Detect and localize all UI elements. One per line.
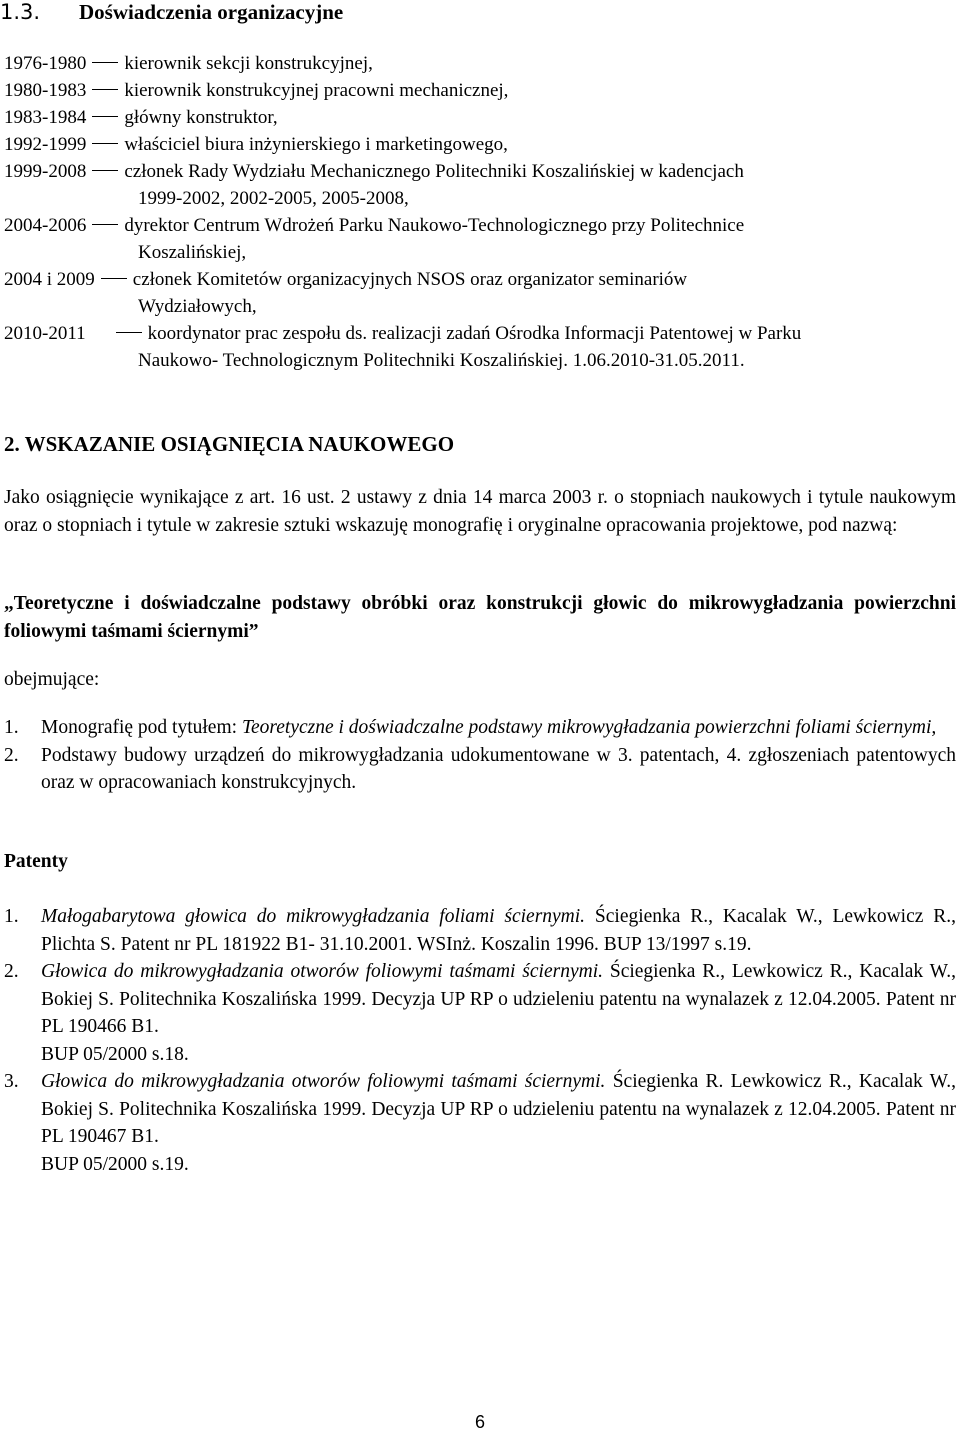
achievement-title: „Teoretyczne i doświadczalne podstawy obróbki oraz konstrukcji głowic do mikrowygładzania powierzchni foliowymi taśmami ściernymi” xyxy=(4,593,956,642)
experience-years: 1999-2008 xyxy=(4,161,87,182)
patent-details: Ściegienka R., Kacalak W., Lewkowicz R., Plichta S. Patent nr PL 181922 B1- 31.10.2001. WSInż. Koszalin 1996. BUP 13/1997 s.19. xyxy=(41,906,956,955)
section-number: 1.3. xyxy=(0,0,41,24)
patent-item xyxy=(4,958,956,1068)
experience-continuation: Koszalińskiej, xyxy=(138,242,247,263)
experience-years: 1983-1984 xyxy=(4,107,87,128)
list-item-lead: Podstawy budowy urządzeń do mikrowygładzania udokumentowane w 3. patentach, 4. zgłoszeniach patentowych oraz w opracowaniach konstrukcyjnych. xyxy=(41,744,956,793)
achievement-intro: Jako osiągnięcie wynikające z art. 16 ust. 2 ustawy z dnia 14 marca 2003 r. o stopniach naukowych i tytule naukowym oraz o stopniach i tytule w zakresie sztuki wskazuję monografię i oryginalne opracowania projektowe, pod nazwą: xyxy=(4,487,956,536)
experience-years: 2004-2006 xyxy=(4,215,87,236)
list-item-lead: Monografię pod tytułem: xyxy=(41,717,242,738)
dash xyxy=(92,89,118,90)
dash xyxy=(101,278,127,279)
dash xyxy=(116,332,142,333)
patent-number: 2. xyxy=(4,961,19,982)
experience-item xyxy=(4,50,944,77)
experience-continuation: 1999-2002, 2002-2005, 2005-2008, xyxy=(138,188,409,209)
patent-item xyxy=(4,903,956,958)
experience-item xyxy=(4,104,944,131)
experience-item xyxy=(4,77,944,104)
list-item-number: 2. xyxy=(4,744,19,766)
section-2-heading: 2. WSKAZANIE OSIĄGNIĘCIA NAUKOWEGO xyxy=(4,432,455,456)
achievement-list xyxy=(4,714,956,797)
dash xyxy=(92,224,118,225)
patent-number: 1. xyxy=(4,906,19,927)
dash xyxy=(92,170,118,171)
patent-bup: BUP 05/2000 s.18. xyxy=(41,1043,189,1065)
list-item xyxy=(4,742,956,797)
experience-continuation: Naukowo- Technologicznym Politechniki Koszalińskiej. 1.06.2010-31.05.2011. xyxy=(138,350,745,371)
experience-continuation: Wydziałowych, xyxy=(138,296,257,317)
experience-years: 1980-1983 xyxy=(4,80,87,101)
dash xyxy=(92,143,118,144)
experience-text: główny konstruktor, xyxy=(124,107,278,128)
experience-item xyxy=(4,131,944,158)
experience-item xyxy=(4,266,944,293)
experience-years: 1976-1980 xyxy=(4,53,87,74)
experience-text: dyrektor Centrum Wdrożeń Parku Naukowo-Technologicznego przy Politechnice xyxy=(124,215,745,236)
experience-item xyxy=(4,212,944,239)
experience-item xyxy=(4,158,944,185)
experience-item xyxy=(4,320,944,347)
experience-text: koordynator prac zespołu ds. realizacji zadań Ośrodka Informacji Patentowej w Parku xyxy=(147,323,802,344)
dash xyxy=(92,62,118,63)
patent-number: 3. xyxy=(4,1071,19,1092)
experience-text: członek Komitetów organizacyjnych NSOS oraz organizator seminariów xyxy=(132,269,688,290)
monograph-title: Teoretyczne i doświadczalne podstawy mikrowygładzania powierzchni foliami ściernymi, xyxy=(241,717,937,738)
patents-heading: Patenty xyxy=(4,851,68,872)
experience-text: kierownik konstrukcyjnej pracowni mechanicznej, xyxy=(124,80,509,101)
experience-text: członek Rady Wydziału Mechanicznego Politechniki Koszalińskiej w kadencjach xyxy=(124,161,744,182)
experience-text: kierownik sekcji konstrukcyjnej, xyxy=(124,53,373,74)
patent-bup: BUP 05/2000 s.19. xyxy=(41,1153,189,1175)
section-title: Doświadczenia organizacyjne xyxy=(79,0,344,24)
section-heading xyxy=(0,0,960,28)
patent-title: Małogabarytowa głowica do mikrowygładzania foliami ściernymi. xyxy=(41,906,586,927)
covering-label: obejmujące: xyxy=(4,669,100,690)
list-item xyxy=(4,714,956,742)
experience-list xyxy=(4,50,944,374)
page-number: 6 xyxy=(474,1412,485,1432)
patent-item xyxy=(4,1068,956,1178)
experience-text: właściciel biura inżynierskiego i marketingowego, xyxy=(124,134,508,155)
list-item-number: 1. xyxy=(4,717,19,738)
experience-years: 2004 i 2009 xyxy=(4,269,95,290)
patent-details: Ściegienka R. Lewkowicz R., Kacalak W., Bokiej S. Politechnika Koszalińska 1999. Decyzja UP RP o udzieleniu patentu na wynalazek z 12.04.2005. Patent nr PL 190467 B1. xyxy=(41,1071,956,1147)
dash xyxy=(92,116,118,117)
patent-details: Ściegienka R., Lewkowicz R., Kacalak W., Bokiej S. Politechnika Koszalińska 1999. Decyzja UP RP o udzieleniu patentu na wynalazek z 12.04.2005. Patent nr PL 190466 B1. xyxy=(41,961,956,1037)
patent-title: Głowica do mikrowygładzania otworów foliowymi taśmami ściernymi. xyxy=(41,1071,606,1092)
patents-list xyxy=(4,903,956,1178)
experience-years: 1992-1999 xyxy=(4,134,87,155)
patent-title: Głowica do mikrowygładzania otworów foliowymi taśmami ściernymi. xyxy=(41,961,603,982)
experience-years: 2010-2011 xyxy=(4,323,86,344)
